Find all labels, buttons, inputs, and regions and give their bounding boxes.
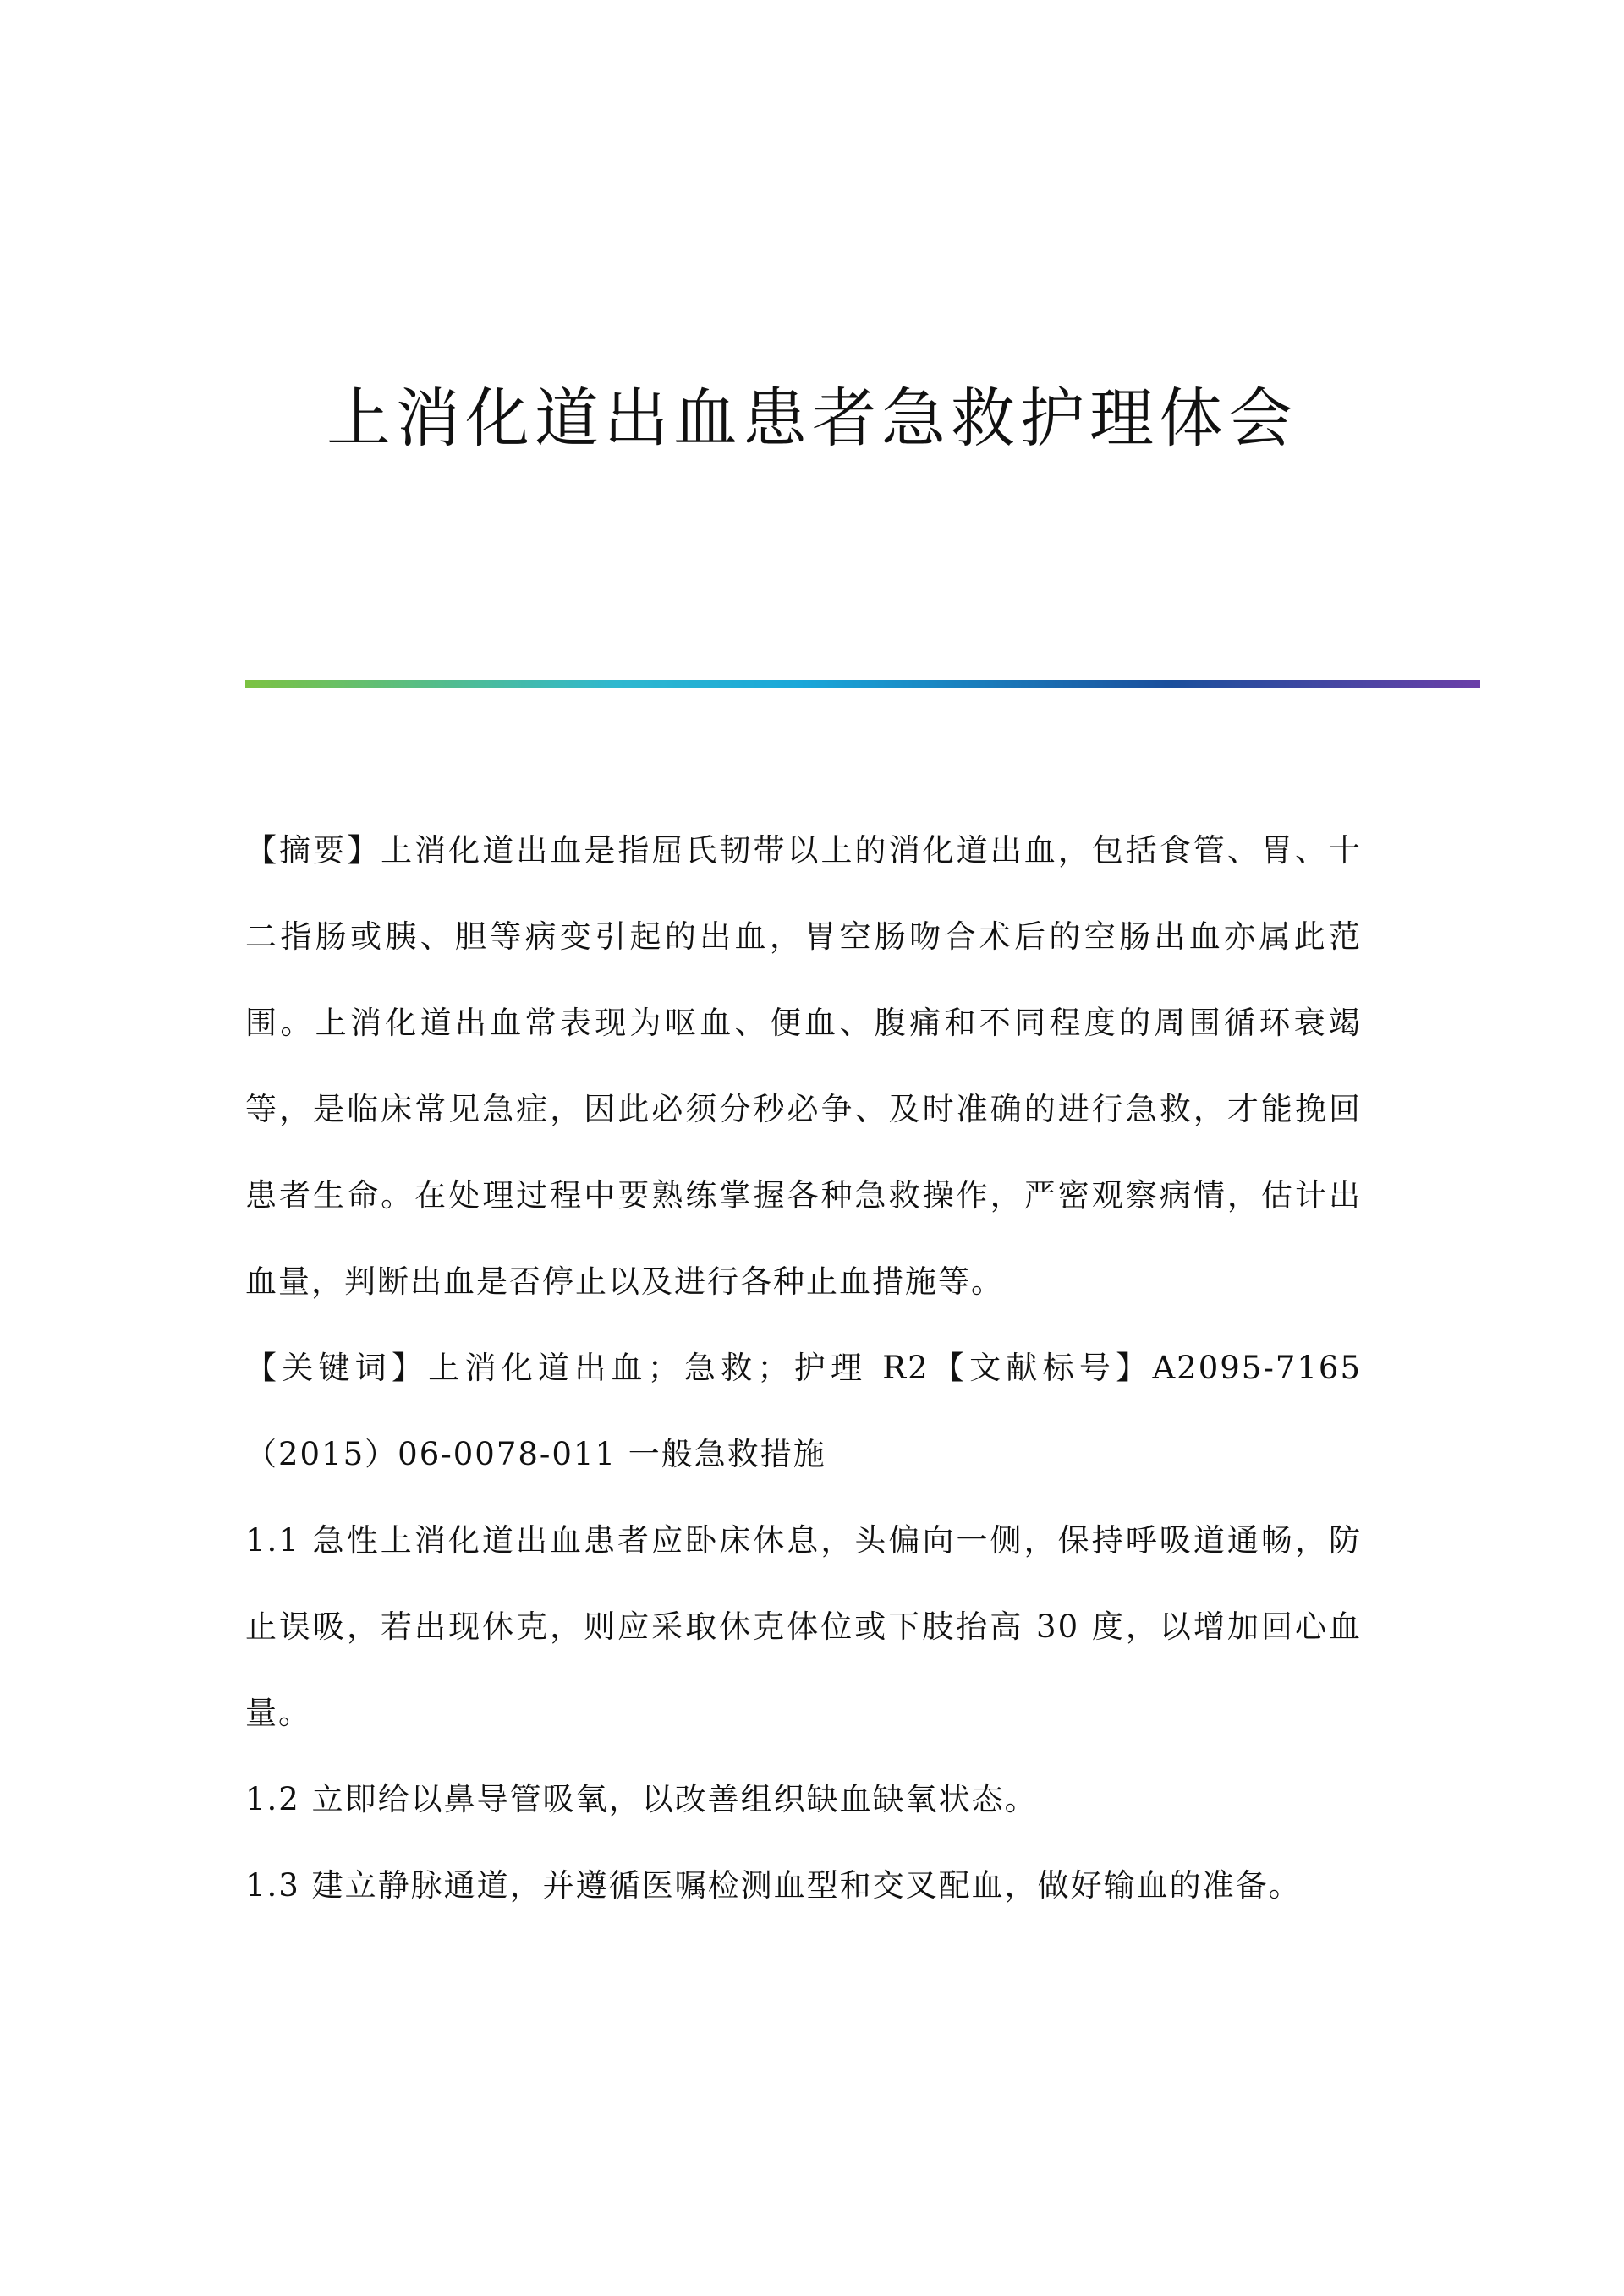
gradient-divider	[245, 680, 1480, 688]
section-1-1-paragraph: 1.1 急性上消化道出血患者应卧床休息，头偏向一侧，保持呼吸道通畅，防止误吸，若出现休克，则应采取休克体位或下肢抬高 30 度，以增加回心血量。	[245, 1522, 1362, 1731]
document-title: 上消化道出血患者急救护理体会	[326, 381, 1298, 456]
section-1-3-paragraph: 1.3 建立静脉通道，并遵循医嘱检测血型和交叉配血，做好输血的准备。	[245, 1867, 1302, 1904]
document-body	[245, 808, 1362, 1929]
abstract-paragraph: 【摘要】上消化道出血是指屈氏韧带以上的消化道出血，包括食管、胃、十二指肠或胰、胆等病变引起的出血，胃空肠吻合术后的空肠出血亦属此范围。上消化道出血常表现为呕血、便血、腹痛和不同程度的周围循环衰竭等，是临床常见急症，因此必须分秒必争、及时准确的进行急救，才能挽回患者生命。在处理过程中要熟练掌握各种急救操作，严密观察病情，估计出血量，判断出血是否停止以及进行各种止血措施等。	[245, 832, 1362, 1300]
section-1-2-paragraph: 1.2 立即给以鼻导管吸氧，以改善组织缺血缺氧状态。	[245, 1781, 1038, 1817]
keywords-paragraph: 【关键词】上消化道出血；急救；护理 R2【文献标号】A2095-7165（2015）06-0078-011 一般急救措施	[245, 1350, 1362, 1472]
